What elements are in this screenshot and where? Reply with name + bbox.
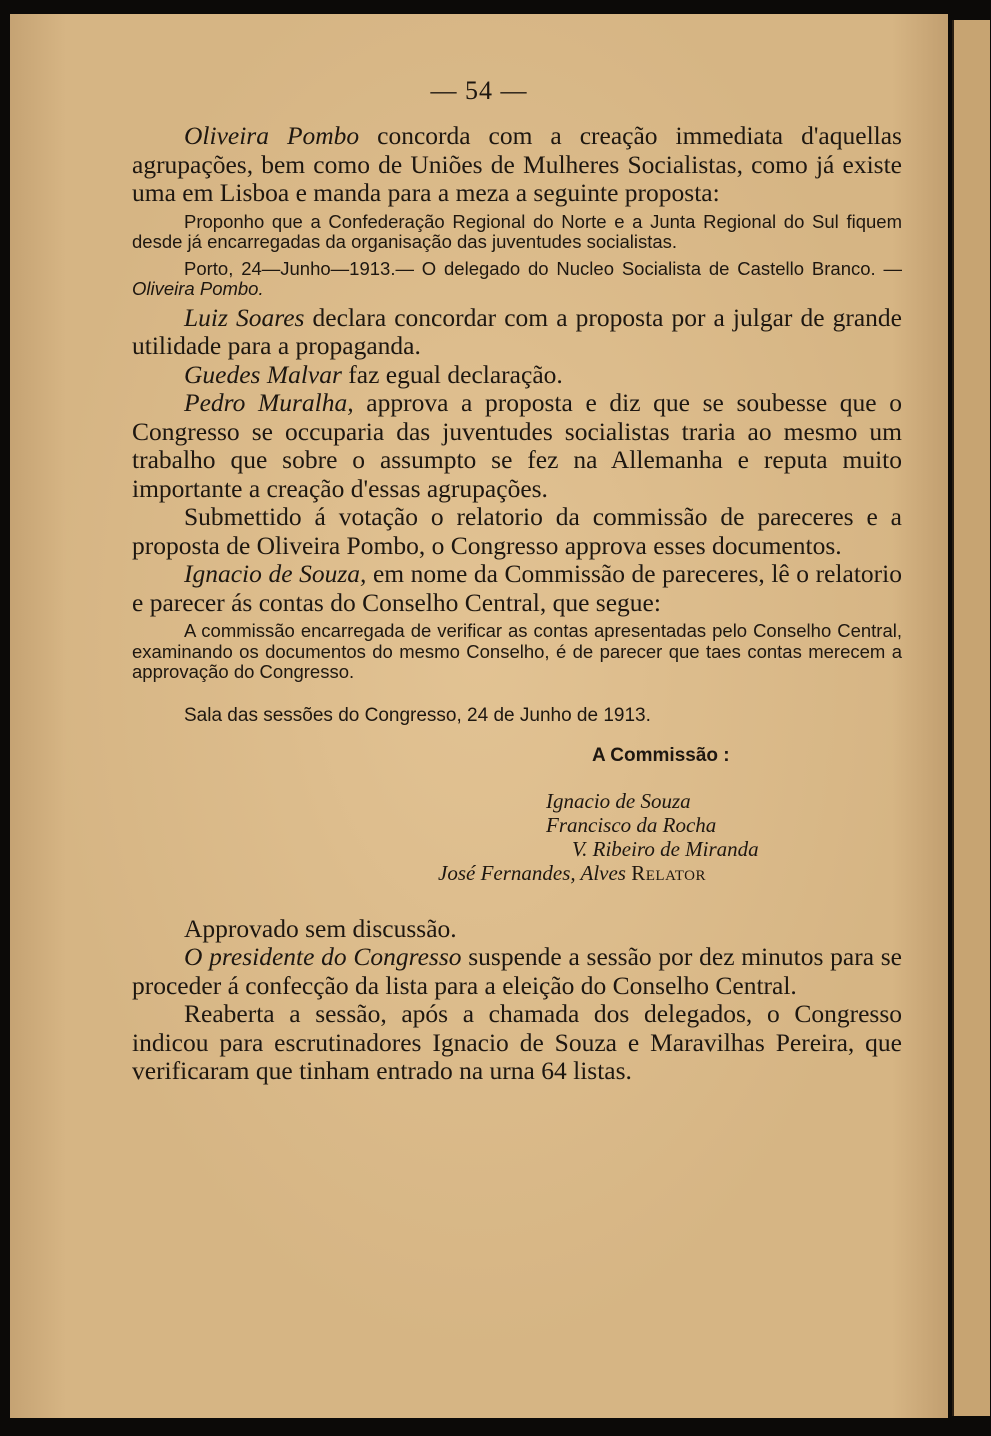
paragraph-text: faz egual declaração. xyxy=(341,359,563,389)
paragraph-presidente xyxy=(132,943,902,1000)
paragraph-votacao: Submettido á votação o relatorio da commissão de pareceres e a proposta de Oliveira Pombo, o Congresso approva esses documentos. xyxy=(132,502,902,560)
signature-text: Porto, 24—Junho—1913.— O delegado do Nucleo Socialista de Castello Branco. — xyxy=(184,257,902,279)
paragraph-text: em nome da Commissão de pareceres, lê o relatorio e parecer ás contas do Conselho Central, que segue: xyxy=(132,559,902,617)
speaker-name: Pedro Muralha, xyxy=(184,388,354,417)
commission-label: A Commissão : xyxy=(592,744,730,766)
signer-relator xyxy=(132,861,902,885)
speaker-name: Oliveira Pombo xyxy=(184,121,360,150)
speaker-name: Ignacio de Souza, xyxy=(184,559,367,588)
speaker-name: Luiz Soares xyxy=(184,302,305,332)
signer: José Fernandes, Alves xyxy=(438,860,626,885)
commission-signers xyxy=(132,789,902,885)
signer: Francisco da Rocha xyxy=(546,812,717,837)
signature-name: Oliveira Pombo. xyxy=(132,278,264,299)
relator-label: Relator xyxy=(631,860,706,885)
paragraph-reaberta: Reaberta a sessão, após a chamada dos delegados, o Congresso indicou para escrutinadores Ignacio de Souza e Maravilhas Pereira, que verificaram que tinham entrado na urna 64 listas. xyxy=(132,999,902,1085)
paragraph-approved: Approvado sem discussão. xyxy=(184,913,457,943)
signer: Ignacio de Souza xyxy=(546,788,691,813)
paragraph-pedro-muralha xyxy=(132,389,902,503)
paragraph-text: declara concordar com a proposta por a julgar de grande utilidade para a propaganda. xyxy=(132,302,902,360)
session-place-date: Sala das sessões do Congresso, 24 de Junho de 1913. xyxy=(184,704,651,726)
paragraph-text: concorda com a creação immediata d'aquellas agrupações, bem como de Uniões de Mulheres Socialistas, como já existe uma em Lisboa e manda para a meza a seguinte proposta: xyxy=(132,121,902,207)
page-body xyxy=(132,122,902,1086)
paragraph-guedes-malvar xyxy=(132,361,902,390)
paragraph-ignacio-de-souza xyxy=(132,560,902,617)
speaker-name: O presidente do Congresso xyxy=(184,942,462,971)
speaker-name: Guedes Malvar xyxy=(184,359,342,389)
proposal-signature xyxy=(132,259,902,300)
page-number: — 54 — xyxy=(430,76,528,105)
paragraph-luiz-soares xyxy=(132,304,902,361)
paragraph-text: suspende a sessão por dez minutos para se proceder á confecção da lista para a eleição do Conselho Central. xyxy=(132,942,902,1000)
signer: V. Ribeiro de Miranda xyxy=(572,836,759,861)
paragraph-text: approva a proposta e diz que se soubesse que o Congresso se occuparia das juventudes socialistas traria ao mesmo um trabalho que sobre o assumpto se fez na Allemanha e reputa muito importante a creação d'essas agrupações. xyxy=(132,388,902,503)
commission-report: A commissão encarregada de verificar as contas apresentadas pelo Conselho Central, examinando os documentos do mesmo Conselho, é de parecer que taes contas merecem a approvação do Congresso. xyxy=(132,620,902,682)
book-page xyxy=(10,14,948,1418)
adjacent-page-edge xyxy=(952,20,990,1416)
proposal-text: Proponho que a Confederação Regional do Norte e a Junta Regional do Sul fiquem desde já encarregadas da organisação das juventudes socialistas. xyxy=(132,210,902,252)
paragraph-oliveira-pombo xyxy=(132,122,902,208)
